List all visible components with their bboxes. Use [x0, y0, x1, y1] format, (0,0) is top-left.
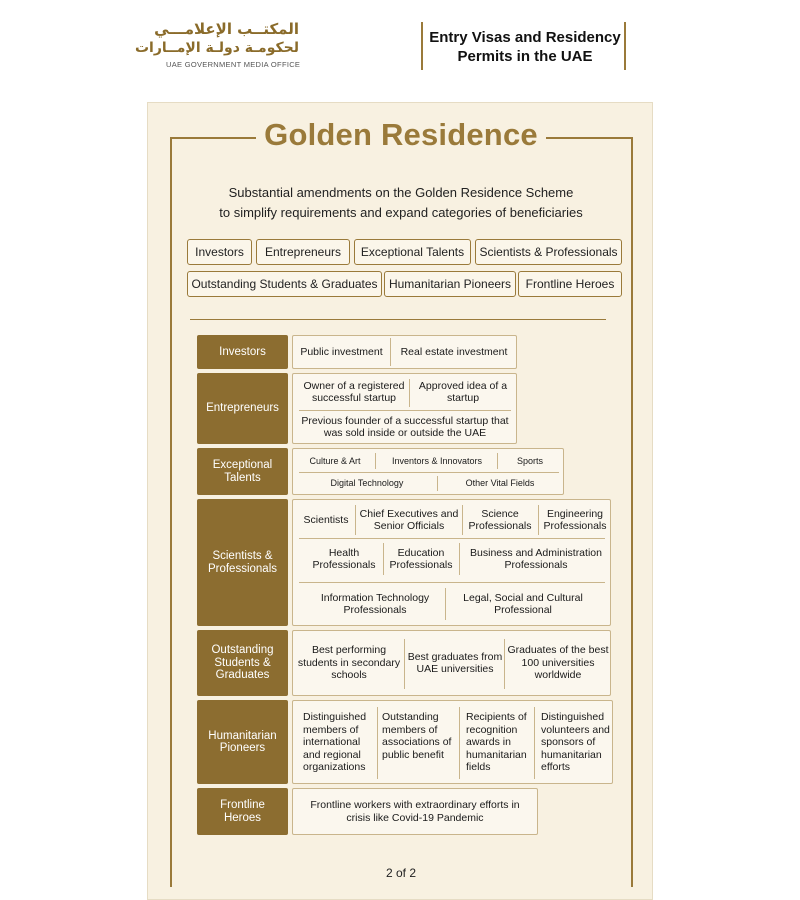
page-number: 2 of 2 — [385, 866, 417, 880]
investors-box — [292, 335, 517, 369]
logo-english: UAE GOVERNMENT MEDIA OFFICE — [166, 60, 301, 69]
investors-item: Public investment — [300, 345, 383, 358]
intro-line-2: to simplify requirements and expand categories of beneficiaries — [219, 205, 583, 220]
box-separator — [355, 505, 356, 535]
category-exceptional-talents: Exceptional Talents — [197, 448, 288, 495]
entrepreneurs-item: Owner of a registered successful startup — [303, 379, 405, 404]
scientists-box — [292, 499, 611, 626]
page-title: Entry Visas and Residency Permits in the UAE — [429, 29, 621, 65]
box-separator — [299, 410, 511, 411]
intro-text — [148, 183, 654, 223]
scientists-item: Information Technology Professionals — [320, 591, 430, 616]
box-separator — [459, 543, 460, 575]
scientists-item: Business and Administration Professionals — [470, 546, 602, 571]
logo — [134, 20, 301, 72]
scientists-item: Scientists — [303, 513, 349, 526]
box-separator — [409, 379, 410, 407]
category-scientists-professionals: Scientists & Professionals — [197, 499, 288, 626]
box-separator — [299, 472, 559, 473]
scientists-item: Health Professionals — [312, 546, 376, 571]
scientists-item: Education Professionals — [389, 546, 453, 571]
box-separator — [462, 505, 463, 535]
students-item: Best graduates from UAE universities — [407, 650, 503, 675]
box-separator — [497, 453, 498, 469]
intro-line-1: Substantial amendments on the Golden Residence Scheme — [228, 185, 574, 200]
talents-item: Culture & Art — [309, 455, 361, 466]
humanitarian-item: Distinguished volunteers and sponsors of humanitarian efforts — [541, 711, 610, 773]
header-divider-right — [624, 22, 626, 70]
chip-outstanding-students: Outstanding Students & Graduates — [187, 271, 382, 297]
chip-humanitarian-pioneers: Humanitarian Pioneers — [384, 271, 516, 297]
logo-arabic-line2: لحكومـة دولـة الإمــارات — [134, 40, 299, 56]
box-separator — [445, 588, 446, 620]
chip-frontline-heroes: Frontline Heroes — [518, 271, 622, 297]
golden-residence-card — [147, 102, 653, 900]
category-investors: Investors — [197, 335, 288, 369]
box-separator — [404, 639, 405, 689]
humanitarian-item: Outstanding members of associations of public benefit — [382, 711, 452, 761]
box-separator — [383, 543, 384, 575]
students-item: Best performing students in secondary schools — [297, 644, 401, 682]
box-separator — [299, 582, 605, 583]
scientists-item: Chief Executives and Senior Officials — [359, 507, 459, 532]
box-separator — [377, 707, 378, 779]
category-outstanding-students: Outstanding Students & Graduates — [197, 630, 288, 696]
entrepreneurs-item: Approved idea of a startup — [418, 379, 508, 404]
card-title: Golden Residence — [256, 117, 546, 153]
logo-arabic-line1: المكتــب الإعلامـــي — [154, 20, 299, 38]
frontline-item: Frontline workers with extraordinary efforts in crisis like Covid-19 Pandemic — [310, 799, 520, 824]
header-divider-left — [421, 22, 423, 70]
students-item: Graduates of the best 100 universities worldwide — [507, 644, 609, 682]
chip-exceptional-talents: Exceptional Talents — [354, 239, 471, 265]
box-separator — [534, 707, 535, 779]
box-separator — [299, 538, 605, 539]
category-frontline-heroes: Frontline Heroes — [197, 788, 288, 835]
box-separator — [437, 476, 438, 491]
scientists-item: Science Professionals — [468, 507, 532, 532]
chip-entrepreneurs: Entrepreneurs — [256, 239, 350, 265]
talents-item: Other Vital Fields — [465, 478, 535, 489]
talents-item: Inventors & Innovators — [391, 455, 483, 466]
talents-box — [292, 448, 564, 495]
humanitarian-box — [292, 700, 613, 784]
talents-item: Digital Technology — [330, 478, 404, 489]
entrepreneurs-item: Previous founder of a successful startup that was sold inside or outside the UAE — [301, 414, 509, 439]
scientists-item: Legal, Social and Cultural Professional — [463, 591, 583, 616]
entrepreneurs-box — [292, 373, 517, 444]
talents-item: Sports — [516, 455, 543, 466]
students-box — [292, 630, 611, 696]
investors-item: Real estate investment — [400, 345, 508, 358]
chip-scientists-professionals: Scientists & Professionals — [475, 239, 622, 265]
chip-investors: Investors — [187, 239, 252, 265]
box-separator — [538, 505, 539, 535]
humanitarian-item: Recipients of recognition awards in humanitarian fields — [466, 711, 527, 773]
frontline-box — [292, 788, 538, 835]
box-separator — [375, 453, 376, 469]
category-entrepreneurs: Entrepreneurs — [197, 373, 288, 444]
humanitarian-item: Distinguished members of international and regional organizations — [303, 711, 367, 773]
scientists-item: Engineering Professionals — [543, 507, 607, 532]
category-humanitarian-pioneers: Humanitarian Pioneers — [197, 700, 288, 784]
box-separator — [459, 707, 460, 779]
box-separator — [504, 639, 505, 689]
section-divider — [190, 319, 606, 320]
